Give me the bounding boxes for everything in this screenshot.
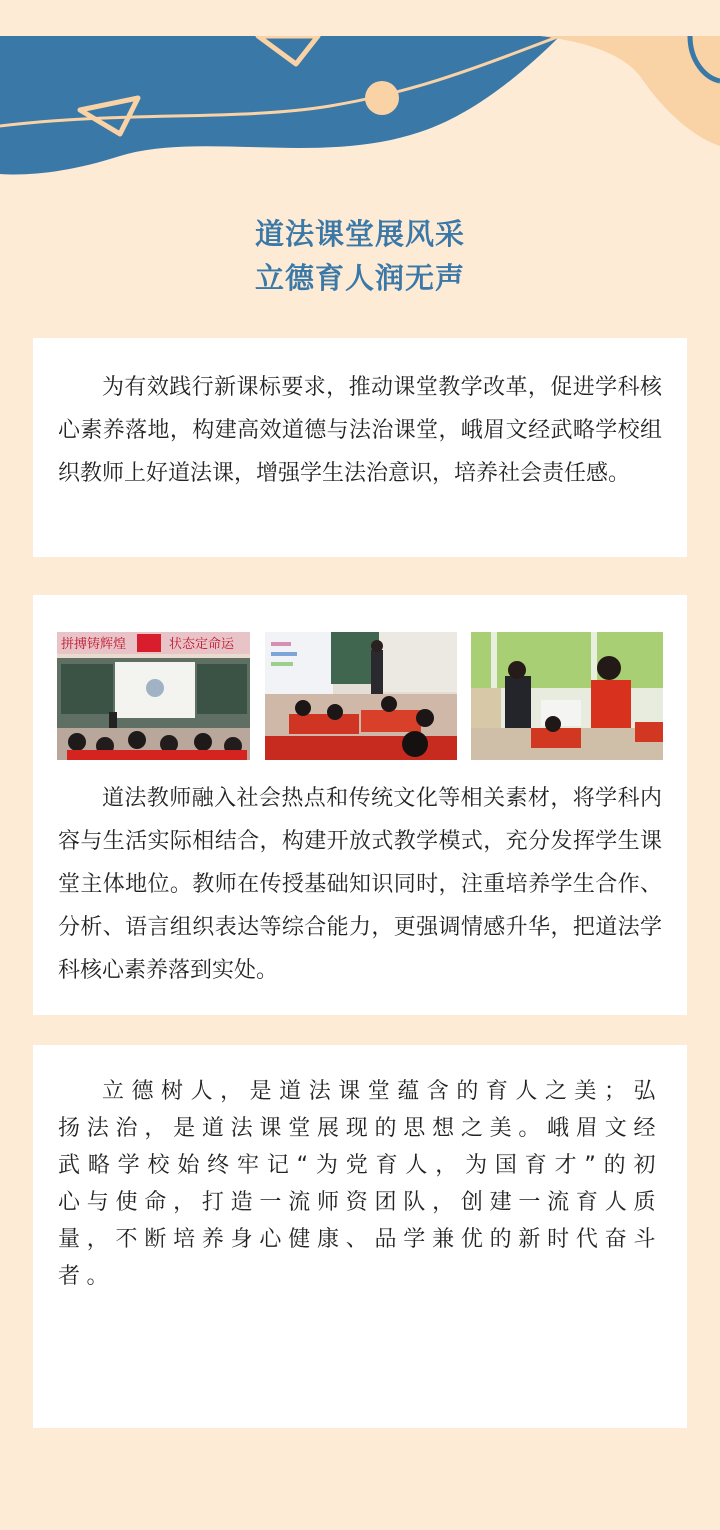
classroom-photo-2	[265, 632, 457, 760]
title-line-1: 道法课堂展风采	[254, 217, 465, 251]
closing-paragraph: 立德树人，是道法课堂蕴含的育人之美；弘扬法治，是道法课堂展现的思想之美。峨眉文经武略学校始终牢记“为党育人，为国育才”的初心与使命，打造一流师资团队，创建一流育人质量，不断培养身心健康、品学兼优的新时代奋斗者。	[58, 1079, 662, 1289]
photo1-banner-right: 状态定命运	[169, 637, 235, 652]
photo-card	[33, 595, 687, 1015]
title-line-2: 立德育人润无声	[254, 261, 465, 295]
photo-row	[57, 632, 663, 760]
closing-card	[33, 1045, 687, 1428]
page-title	[0, 212, 720, 300]
classroom-photo-3	[471, 632, 663, 760]
intro-card	[33, 338, 687, 557]
teaching-paragraph: 道法教师融入社会热点和传统文化等相关素材，将学科内容与生活实际相结合，构建开放式教学模式，充分发挥学生课堂主体地位。教师在传授基础知识同时，注重培养学生合作、分析、语言组织表达等综合能力，更强调情感升华，把道法学科核心素养落到实处。	[58, 786, 662, 983]
top-wave-banner	[0, 36, 720, 176]
photo1-banner-left: 拼搏铸辉煌	[61, 637, 127, 652]
intro-paragraph: 为有效践行新课标要求，推动课堂教学改革，促进学科核心素养落地，构建高效道德与法治课堂，峨眉文经武略学校组织教师上好道法课，增强学生法治意识，培养社会责任感。	[58, 375, 662, 486]
classroom-photo-1	[57, 632, 250, 760]
